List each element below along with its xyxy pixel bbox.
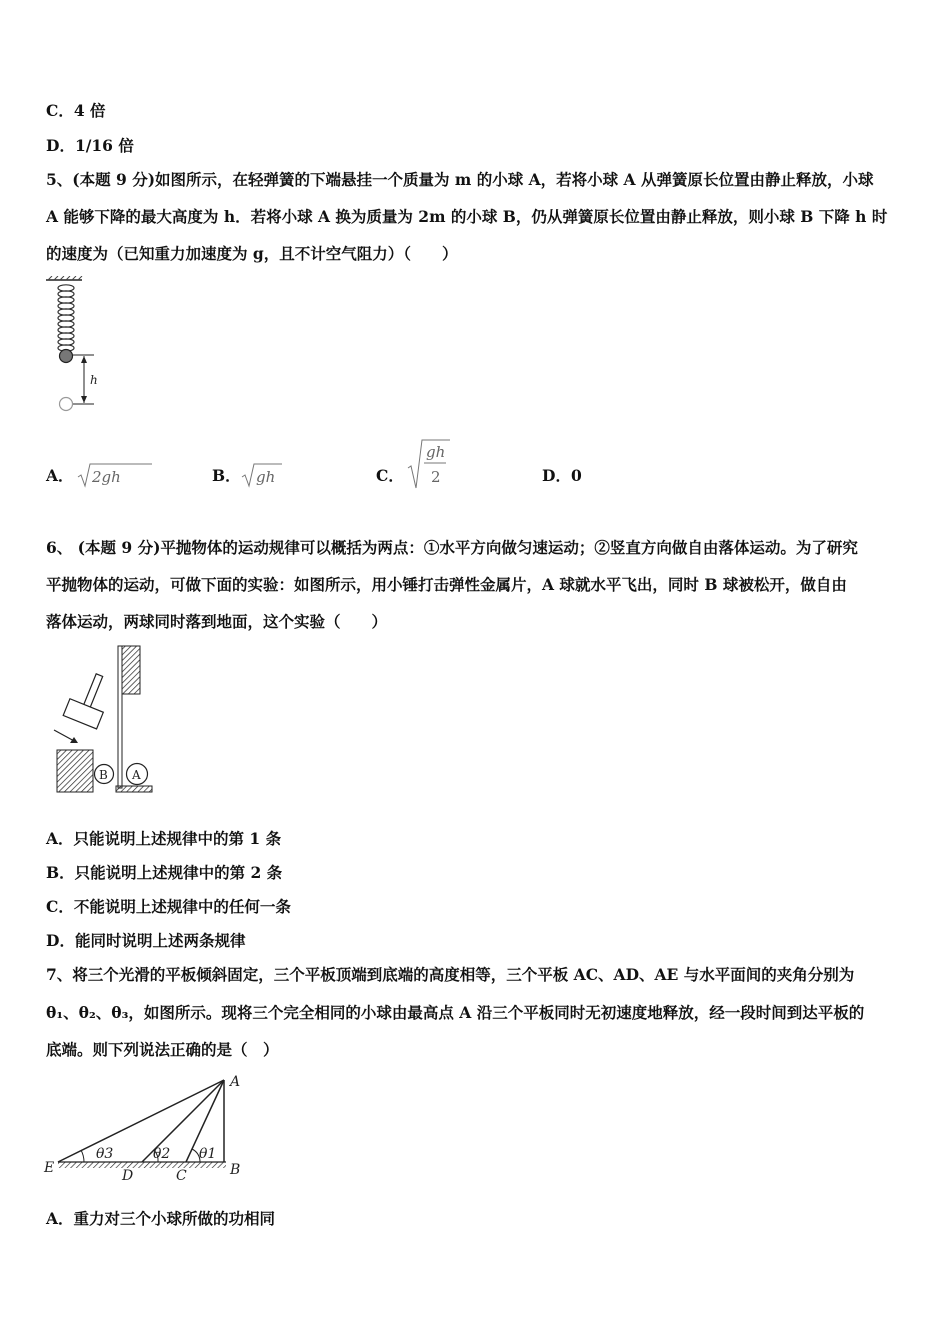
q7-text-line-3: 底端。则下列说法正确的是（ ） [46,1040,279,1059]
ball-b-label: B [99,768,108,782]
q5-option-b-label: B． [212,466,241,485]
q5-text-line-2: A 能够下降的最大高度为 h．若将小球 A 换为质量为 2m 的小球 B，仍从弹簧原长位置由静止释放，则小球 B 下降 h 时 [46,207,888,226]
q4-option-c: C．4 倍 [46,101,106,120]
q5-options [46,440,908,500]
inclined-planes-figure [40,1068,250,1188]
hammer-experiment-figure [44,642,164,800]
sqrt-2gh [76,462,156,490]
q4-option-d: D．1/16 倍 [46,136,134,155]
q6-text-line-1: 6、 (本题 9 分)平抛物体的运动规律可以概括为两点：①水平方向做匀速运动；②竖直方向做自由落体运动。为了研究 [46,538,858,557]
q5-option-d: D．0 [542,466,582,485]
q6-option-c: C．不能说明上述规律中的任何一条 [46,897,291,916]
q6-text-line-3: 落体运动，两球同时落到地面，这个实验（ ） [46,612,388,631]
q7-option-a: A．重力对三个小球所做的功相同 [46,1209,276,1228]
q5-option-c-numerator: gh [426,443,446,461]
point-e-label: E [44,1160,55,1176]
spring-figure [40,276,110,416]
q5-option-c-label: C． [376,466,404,485]
q5-text-line-3: 的速度为（已知重力加速度为 g，且不计空气阻力）（ ） [46,244,458,263]
q6-text-line-2: 平抛物体的运动，可做下面的实验：如图所示，用小锤打击弹性金属片，A 球就水平飞出，同时 B 球被松开，做自由 [46,575,847,594]
q7-text-line-1: 7、将三个光滑的平板倾斜固定，三个平板顶端到底端的高度相等，三个平板 AC、AD、AE 与水平面间的夹角分别为 [46,965,855,984]
theta-2-label: θ2 [153,1146,171,1162]
sqrt-gh-over-2 [406,438,456,492]
q5-text-line-1: 5、(本题 9 分)如图所示，在轻弹簧的下端悬挂一个质量为 m 的小球 A，若将小球 A 从弹簧原长位置由静止释放，小球 [46,170,874,189]
point-a-label: A [230,1074,241,1090]
ball-a-label: A [132,768,141,782]
q6-option-a: A．只能说明上述规律中的第 1 条 [46,829,282,848]
q6-option-d: D．能同时说明上述两条规律 [46,931,246,950]
q5-option-b-expr: gh [256,468,276,486]
q5-option-c-denominator: 2 [431,468,441,486]
point-d-label: D [122,1168,134,1184]
theta-3-label: θ3 [96,1146,114,1162]
point-b-label: B [230,1162,241,1178]
q6-option-b: B．只能说明上述规律中的第 2 条 [46,863,283,882]
spring-h-label: h [90,373,98,387]
q7-text-line-2: θ₁、θ₂、θ₃，如图所示。现将三个完全相同的小球由最高点 A 沿三个平板同时无初速度地释放，经一段时间到达平板的 [46,1003,865,1022]
q5-option-a-expr: 2gh [92,468,121,486]
theta-1-label: θ1 [199,1146,217,1162]
point-c-label: C [176,1168,187,1184]
q5-option-a-label: A． [46,466,74,485]
sqrt-gh [240,462,300,490]
